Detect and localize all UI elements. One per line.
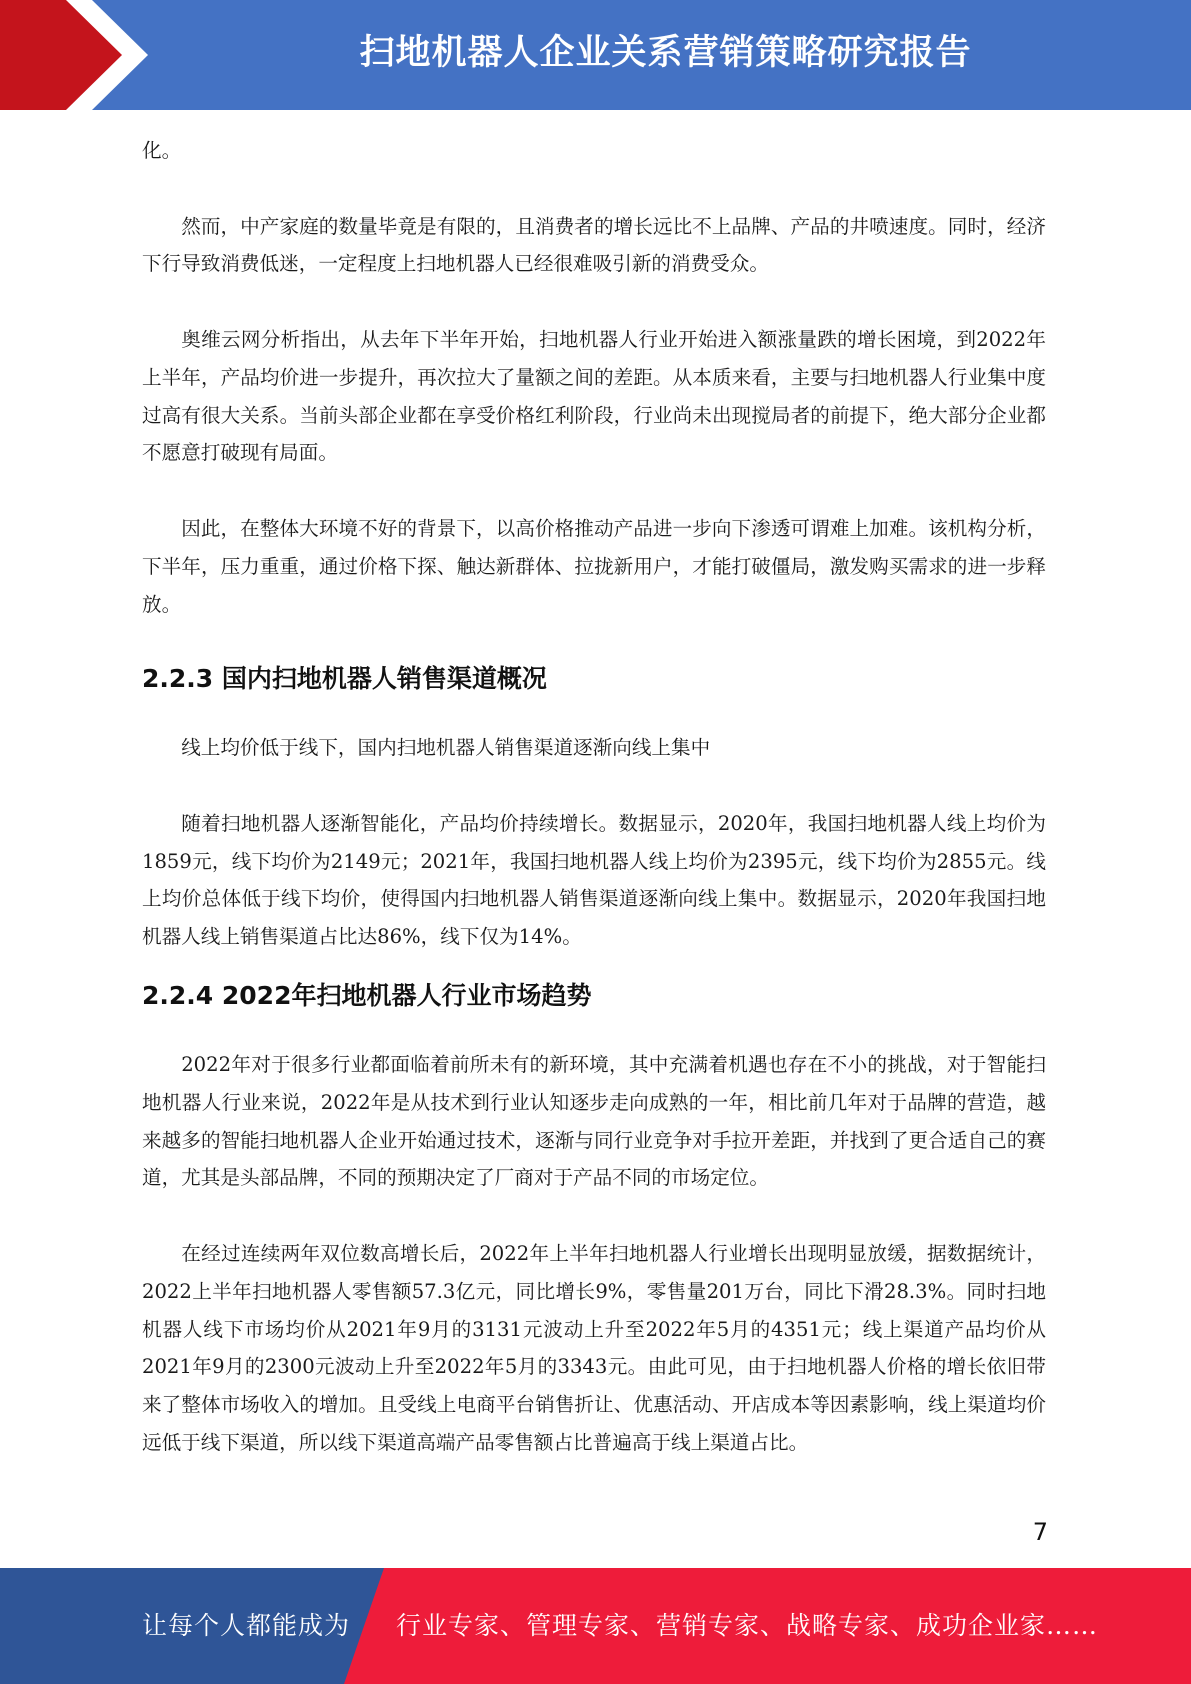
paragraph: 2022年对于很多行业都面临着前所未有的新环境，其中充满着机遇也存在不小的挑战，对于智能扫地机器人行业来说，2022年是从技术到行业认知逐步走向成熟的一年，相比前几年对于品牌的营造，越来越多的智能扫地机器人企业开始通过技术，逐渐与同行业竞争对手拉开差距，并找到了更合适自己的赛道，尤其是头部品牌，不同的预期决定了厂商对于产品不同的市场定位。 [142, 1052, 1046, 1190]
page-header [0, 0, 1191, 110]
paragraph: 在经过连续两年双位数高增长后，2022年上半年扫地机器人行业增长出现明显放缓，据数据统计，2022上半年扫地机器人零售额57.3亿元，同比增长9%，零售量201万台，同比下滑28.3%。同时扫地机器人线下市场均价从2021年9月的3131元波动上升至2022年5月的4351元；线上渠道产品均价从2021年9月的2300元波动上升至2022年5月的3343元。由此可见，由于扫地机器人价格的增长依旧带来了整体市场收入的增加。且受线上电商平台销售折让、优惠活动、开店成本等因素影响，线上渠道均价远低于线下渠道，所以线下渠道高端产品零售额占比普遍高于线上渠道占比。 [142, 1241, 1046, 1454]
paragraph: 随着扫地机器人逐渐智能化，产品均价持续增长。数据显示，2020年，我国扫地机器人线上均价为1859元，线下均价为2149元；2021年，我国扫地机器人线上均价为2395元，线下均价为2855元。线上均价总体低于线下均价，使得国内扫地机器人销售渠道逐渐向线上集中。数据显示，2020年我国扫地机器人线上销售渠道占比达86%，线下仅为14%。 [142, 811, 1046, 949]
report-title: 扫地机器人企业关系营销策略研究报告 [359, 33, 972, 73]
footer-slogan-right: 行业专家、管理专家、营销专家、战略专家、成功企业家…… [396, 1611, 1099, 1640]
footer-slogan-left: 让每个人都能成为 [142, 1611, 351, 1640]
document-body [142, 132, 1046, 1500]
section-heading-2-2-4: 2.2.4 2022年扫地机器人行业市场趋势 [142, 980, 592, 1010]
paragraph: 奥维云网分析指出，从去年下半年开始，扫地机器人行业开始进入额涨量跌的增长困境，到2022年上半年，产品均价进一步提升，再次拉大了量额之间的差距。从本质来看，主要与扫地机器人行业集中度过高有很大关系。当前头部企业都在享受价格红利阶段，行业尚未出现搅局者的前提下，绝大部分企业都不愿意打破现有局面。 [142, 327, 1046, 465]
paragraph: 因此，在整体大环境不好的背景下，以高价格推动产品进一步向下渗透可谓难上加难。该机构分析，下半年，压力重重，通过价格下探、触达新群体、拉拢新用户，才能打破僵局，激发购买需求的进一步释放。 [142, 516, 1046, 616]
paragraph: 然而，中产家庭的数量毕竟是有限的，且消费者的增长远比不上品牌、产品的井喷速度。同时，经济下行导致消费低迷，一定程度上扫地机器人已经很难吸引新的消费受众。 [142, 214, 1046, 276]
paragraph-continuation: 化。 [142, 139, 182, 162]
page-footer [0, 1568, 1191, 1684]
page-number: 7 [1032, 1518, 1048, 1546]
paragraph-subtitle: 线上均价低于线下，国内扫地机器人销售渠道逐渐向线上集中 [181, 736, 711, 760]
section-heading-2-2-3: 2.2.3 国内扫地机器人销售渠道概况 [142, 664, 547, 694]
